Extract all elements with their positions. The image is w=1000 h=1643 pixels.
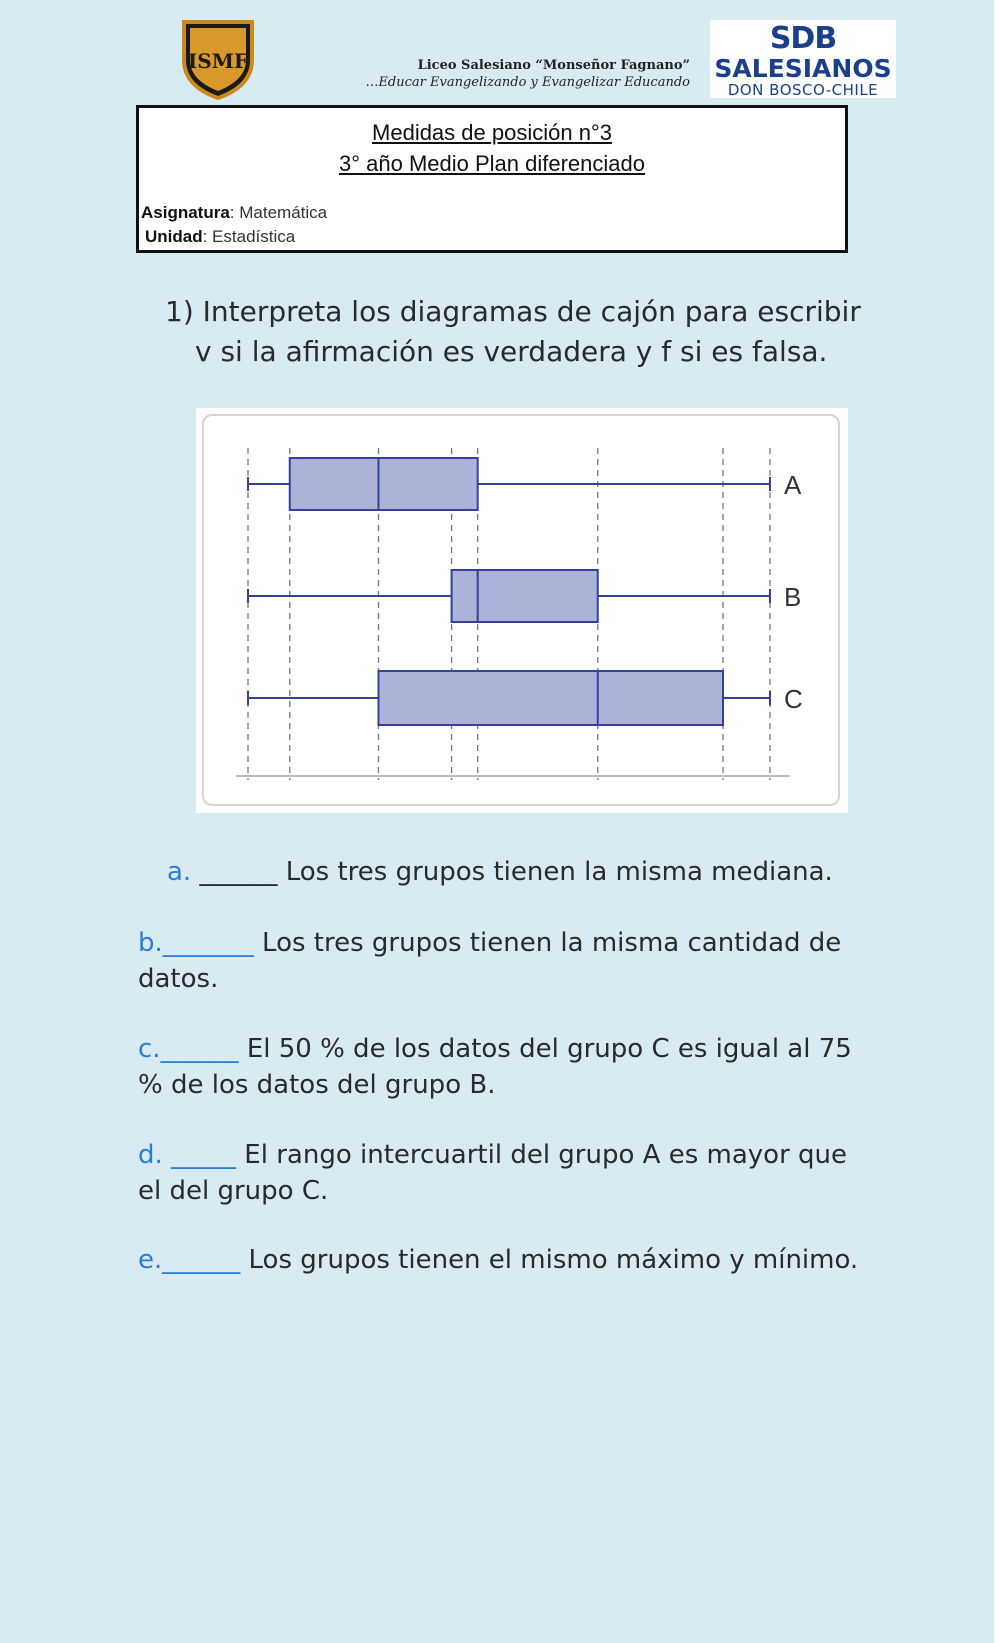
item-e (138, 1242, 858, 1278)
title-box (136, 105, 848, 253)
item-e-blank[interactable]: ______ (162, 1245, 241, 1275)
page-edge (994, 0, 1000, 1643)
worksheet-subtitle: 3° año Medio Plan diferenciado (338, 151, 645, 176)
item-d-text: El rango intercuartil del grupo A es mayor que el del grupo C. (138, 1140, 847, 1206)
sdb-mark-text: SDB (769, 21, 837, 56)
box-c (379, 671, 724, 725)
question-line-1: 1) Interpreta los diagramas de cajón para escribir (165, 295, 861, 328)
item-d (138, 1137, 858, 1209)
item-e-label: e. (138, 1245, 163, 1275)
item-b (138, 925, 858, 997)
item-a-label: a. (167, 857, 192, 887)
school-name: Liceo Salesiano “Monseñor Fagnano” (417, 58, 690, 73)
box-b (452, 570, 598, 622)
item-c-label: c. (138, 1034, 161, 1064)
item-c-blank[interactable]: ______ (160, 1034, 239, 1064)
question-1 (165, 292, 865, 372)
series-label-b: B (784, 582, 802, 612)
sdb-mark (710, 22, 896, 56)
item-c-text: El 50 % de los datos del grupo C es igual al 75 % de los datos del grupo B. (138, 1034, 852, 1100)
item-c (138, 1031, 858, 1103)
box-a (290, 458, 478, 510)
sdb-sub: DON BOSCO-CHILE (727, 81, 879, 99)
ismf-logo-text: ISMF (187, 49, 249, 73)
ismf-logo (178, 16, 258, 102)
sdb-logo (710, 20, 896, 98)
item-a (167, 854, 833, 890)
item-a-blank[interactable]: ______ (199, 857, 278, 887)
series-label-c: C (784, 684, 803, 714)
unidad-line (145, 227, 295, 247)
unidad-label: Unidad (145, 227, 203, 246)
question-line-2: v si la afirmación es verdadera y f si es falsa. (195, 335, 828, 368)
asignatura-line (141, 203, 327, 223)
item-b-blank[interactable]: _______ (162, 928, 254, 958)
asignatura-value: : Matemática (229, 203, 328, 222)
school-motto: …Educar Evangelizando y Evangelizar Educando (365, 75, 690, 90)
item-d-label: d. (138, 1140, 163, 1170)
item-d-blank[interactable]: _____ (171, 1140, 237, 1170)
item-b-text: Los tres grupos tienen la misma cantidad de datos. (138, 928, 842, 994)
item-b-label: b. (138, 928, 163, 958)
sdb-name: SALESIANOS (714, 54, 892, 83)
series-label-a: A (784, 470, 802, 500)
boxplot-chart (196, 408, 848, 813)
item-e-text: Los grupos tienen el mismo máximo y mínimo. (240, 1245, 859, 1275)
boxplot-svg (196, 408, 848, 813)
school-header (300, 58, 690, 90)
asignatura-label: Asignatura (141, 203, 230, 222)
worksheet-title: Medidas de posición n°3 (372, 120, 612, 145)
item-a-text: Los tres grupos tienen la misma mediana. (277, 857, 833, 887)
unidad-value: : Estadística (202, 227, 296, 246)
